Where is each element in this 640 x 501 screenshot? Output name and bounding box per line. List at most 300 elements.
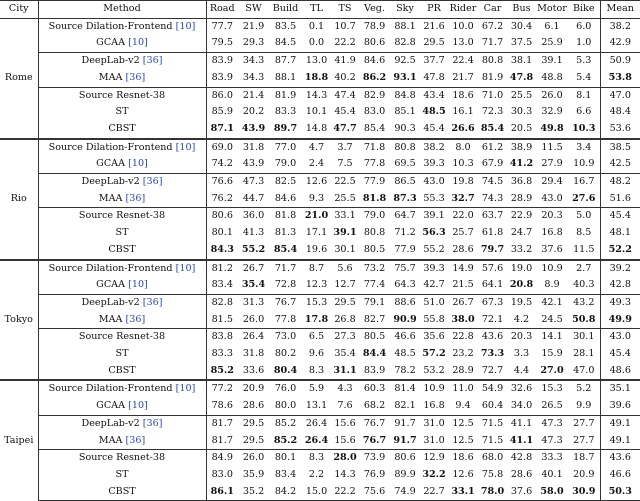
value-cell: 43.0	[600, 329, 640, 346]
value-cell: 0.1	[308, 20, 325, 32]
method-cell	[38, 433, 206, 450]
table-row	[0, 139, 640, 157]
value-cell: 81.5	[211, 313, 233, 325]
value-cell: 37.7	[420, 53, 448, 70]
value-cell: 50.3	[600, 484, 640, 501]
value-cell: 55.2	[241, 243, 266, 255]
column-header: TL	[302, 1, 331, 19]
value-cell: 71.7	[481, 37, 504, 49]
value-cell: 88.6	[390, 294, 420, 311]
value-cell: 80.6	[363, 37, 386, 49]
city-label: Tokyo	[0, 260, 38, 381]
value-cell: 14.9	[448, 260, 478, 278]
value-cell: 26.6	[451, 122, 475, 134]
value-cell: 26.4	[238, 329, 269, 346]
value-cell: 35.6	[420, 329, 448, 346]
value-cell: 19.6	[305, 243, 328, 255]
value-cell: 81.2	[206, 260, 238, 278]
value-cell: 3.7	[331, 139, 359, 157]
value-cell: 35.9	[242, 468, 265, 480]
value-cell: 7.6	[337, 400, 353, 412]
value-cell: 83.3	[274, 106, 297, 118]
table-row	[0, 467, 640, 484]
value-cell: 57.6	[478, 260, 507, 278]
column-header: Car	[478, 1, 507, 19]
table-row	[0, 53, 640, 70]
value-cell: 76.7	[269, 294, 302, 311]
value-cell: 1.0	[576, 37, 592, 49]
value-cell: 80.6	[206, 208, 238, 225]
value-cell: 32.2	[422, 468, 446, 480]
table-row	[0, 380, 640, 398]
value-cell: 39.2	[600, 260, 640, 278]
value-cell: 84.3	[210, 243, 234, 255]
method-cell	[38, 191, 206, 208]
value-cell: 26.0	[238, 450, 269, 467]
value-cell: 45.4	[334, 106, 356, 118]
value-cell: 14.3	[334, 468, 356, 480]
method-name: GCAA	[96, 400, 126, 412]
value-cell: 31.8	[242, 348, 265, 360]
citation-ref[interactable]: [36]	[125, 313, 146, 325]
value-cell: 16.8	[423, 400, 445, 412]
value-cell: 42.1	[536, 294, 568, 311]
value-cell: 3.4	[568, 139, 600, 157]
value-cell: 15.9	[541, 348, 563, 360]
value-cell: 49.9	[600, 312, 640, 329]
value-cell: 23.2	[452, 348, 474, 360]
value-cell: 4.3	[331, 380, 359, 398]
method-name: ST	[115, 106, 129, 118]
citation-ref[interactable]: [10]	[128, 37, 148, 49]
value-cell: 10.0	[452, 20, 474, 32]
citation-ref[interactable]: [10]	[175, 141, 196, 153]
value-cell: 77.4	[363, 279, 386, 291]
value-cell: 80.2	[274, 348, 297, 360]
value-cell: 71.5	[478, 415, 507, 432]
value-cell: 69.0	[206, 139, 238, 157]
value-cell: 49.3	[600, 294, 640, 311]
value-cell: 13.0	[302, 53, 331, 70]
value-cell: 69.5	[394, 158, 416, 170]
value-cell: 38.2	[600, 18, 640, 35]
value-cell: 19.5	[507, 294, 536, 311]
value-cell: 28.6	[510, 468, 533, 480]
citation-ref[interactable]: [36]	[142, 176, 163, 188]
value-cell: 42.5	[600, 156, 640, 173]
value-cell: 31.0	[420, 415, 448, 432]
column-header: Motor	[536, 1, 568, 19]
column-header: Bike	[568, 1, 600, 19]
value-cell: 84.6	[359, 53, 390, 70]
value-cell: 91.7	[390, 415, 420, 432]
value-cell: 43.0	[420, 174, 448, 191]
value-cell: 28.6	[242, 400, 265, 412]
value-cell: 72.7	[481, 364, 504, 376]
value-cell: 9.3	[308, 192, 325, 204]
value-cell: 48.4	[600, 104, 640, 121]
value-cell: 11.5	[536, 139, 568, 157]
value-cell: 16.8	[541, 227, 563, 239]
value-cell: 83.5	[274, 20, 297, 32]
value-cell: 10.9	[573, 158, 595, 170]
value-cell: 48.8	[541, 71, 563, 83]
value-cell: 10.3	[452, 158, 474, 170]
value-cell: 71.8	[359, 139, 390, 157]
value-cell: 81.3	[274, 227, 297, 239]
value-cell: 77.9	[394, 243, 416, 255]
method-name: Source Resnet-38	[78, 331, 166, 343]
value-cell: 83.4	[211, 279, 233, 291]
value-cell: 20.2	[242, 106, 265, 118]
method-cell	[38, 121, 206, 139]
value-cell: 63.7	[478, 208, 507, 225]
citation-ref[interactable]: [36]	[125, 71, 146, 83]
value-cell: 42.9	[600, 35, 640, 52]
value-cell: 45.4	[600, 208, 640, 225]
value-cell: 85.2	[269, 415, 302, 432]
value-cell: 26.4	[302, 415, 331, 432]
value-cell: 47.8	[509, 71, 534, 83]
value-cell: 78.9	[363, 20, 386, 32]
value-cell: 76.0	[269, 380, 302, 398]
value-cell: 79.5	[211, 37, 233, 49]
value-cell: 47.8	[423, 71, 445, 83]
value-cell: 47.4	[331, 87, 359, 104]
value-cell: 10.9	[420, 380, 448, 398]
value-cell: 83.4	[274, 468, 297, 480]
value-cell: 6.0	[576, 20, 592, 32]
value-cell: 30.9	[568, 484, 600, 501]
value-cell: 85.2	[210, 364, 234, 376]
value-cell: 8.3	[308, 364, 325, 376]
value-cell: 38.2	[420, 139, 448, 157]
citation-ref[interactable]: [10]	[175, 383, 196, 395]
value-cell: 17.8	[304, 313, 329, 325]
method-name: MAA	[98, 434, 123, 446]
value-cell: 80.6	[390, 450, 420, 467]
value-cell: 14.8	[305, 122, 328, 134]
column-header: Build	[269, 1, 302, 19]
value-cell: 43.2	[568, 294, 600, 311]
value-cell: 26.8	[334, 313, 356, 325]
method-cell	[38, 35, 206, 52]
value-cell: 13.0	[452, 37, 474, 49]
value-cell: 21.5	[452, 279, 474, 291]
citation-ref[interactable]: [10]	[175, 262, 196, 274]
value-cell: 67.3	[478, 294, 507, 311]
value-cell: 48.2	[600, 174, 640, 191]
table-row	[0, 121, 640, 139]
value-cell: 39.3	[420, 260, 448, 278]
value-cell: 15.3	[536, 380, 568, 398]
value-cell: 49.8	[540, 122, 564, 134]
value-cell: 14.3	[302, 87, 331, 104]
method-name: GCAA	[96, 279, 126, 291]
value-cell: 56.3	[422, 227, 446, 239]
column-header: Veg.	[359, 1, 390, 19]
value-cell: 51.6	[600, 191, 640, 208]
value-cell: 82.7	[363, 313, 386, 325]
value-cell: 41.3	[242, 227, 265, 239]
value-cell: 35.4	[241, 279, 266, 291]
value-cell: 74.5	[478, 174, 507, 191]
city-label: Rio	[0, 139, 38, 260]
value-cell: 78.6	[211, 400, 233, 412]
value-cell: 82.1	[394, 400, 416, 412]
value-cell: 29.3	[242, 37, 265, 49]
citation-ref[interactable]: [10]	[128, 158, 148, 170]
value-cell: 55.8	[423, 313, 445, 325]
value-cell: 72.1	[481, 313, 504, 325]
value-cell: 29.4	[536, 174, 568, 191]
table-row	[0, 225, 640, 242]
value-cell: 81.7	[206, 415, 238, 432]
citation-ref[interactable]: [36]	[125, 192, 146, 204]
value-cell: 53.2	[423, 364, 445, 376]
value-cell: 26.0	[536, 87, 568, 104]
value-cell: 81.8	[362, 192, 387, 204]
value-cell: 22.5	[331, 174, 359, 191]
method-name: CBST	[108, 364, 136, 376]
value-cell: 80.5	[359, 329, 390, 346]
table-row	[0, 260, 640, 278]
value-cell: 79.1	[359, 294, 390, 311]
value-cell: 29.5	[242, 434, 265, 446]
value-cell: 21.9	[242, 20, 265, 32]
value-cell: 84.6	[274, 192, 297, 204]
method-name: CBST	[108, 485, 136, 497]
value-cell: 21.4	[238, 87, 269, 104]
value-cell: 89.9	[394, 468, 416, 480]
value-cell: 81.4	[390, 380, 420, 398]
value-cell: 76.9	[363, 468, 386, 480]
value-cell: 72.8	[274, 279, 297, 291]
method-cell	[38, 467, 206, 484]
column-header: Bus	[507, 1, 536, 19]
value-cell: 19.8	[448, 174, 478, 191]
value-cell: 41.2	[509, 158, 534, 170]
value-cell: 80.8	[478, 53, 507, 70]
value-cell: 37.5	[510, 37, 533, 49]
value-cell: 33.3	[536, 450, 568, 467]
value-cell: 10.9	[536, 260, 568, 278]
value-cell: 48.1	[600, 225, 640, 242]
value-cell: 87.7	[269, 53, 302, 70]
value-cell: 71.7	[269, 260, 302, 278]
value-cell: 77.0	[269, 139, 302, 157]
value-cell: 68.2	[363, 400, 386, 412]
value-cell: 2.4	[308, 158, 325, 170]
value-cell: 42.7	[423, 279, 445, 291]
value-cell: 10.7	[334, 20, 356, 32]
value-cell: 16.1	[452, 106, 474, 118]
value-cell: 30.1	[568, 329, 600, 346]
value-cell: 29.5	[331, 294, 359, 311]
method-name: MAA	[98, 71, 123, 83]
value-cell: 43.6	[600, 450, 640, 467]
value-cell: 71.5	[481, 434, 504, 446]
value-cell: 84.5	[274, 37, 297, 49]
value-cell: 11.5	[573, 243, 595, 255]
value-cell: 61.2	[478, 139, 507, 157]
value-cell: 86.0	[206, 87, 238, 104]
value-cell: 18.6	[448, 87, 478, 104]
value-cell: 11.0	[448, 380, 478, 398]
value-cell: 84.9	[206, 450, 238, 467]
value-cell: 80.1	[269, 450, 302, 467]
value-cell: 39.1	[536, 53, 568, 70]
value-cell: 32.7	[451, 192, 475, 204]
citation-ref[interactable]: [36]	[142, 55, 163, 67]
value-cell: 40.1	[541, 468, 563, 480]
value-cell: 92.5	[390, 53, 420, 70]
value-cell: 5.3	[568, 53, 600, 70]
method-cell	[38, 329, 206, 346]
value-cell: 79.0	[359, 208, 390, 225]
value-cell: 27.0	[540, 364, 564, 376]
method-name: DeepLab-v2	[81, 417, 140, 429]
value-cell: 82.8	[394, 37, 416, 49]
value-cell: 38.5	[600, 139, 640, 157]
table-body	[0, 18, 640, 501]
value-cell: 54.9	[478, 380, 507, 398]
value-cell: 20.5	[510, 122, 533, 134]
value-cell: 47.3	[536, 415, 568, 432]
value-cell: 83.9	[206, 53, 238, 70]
value-cell: 46.6	[600, 467, 640, 484]
value-cell: 76.2	[211, 192, 233, 204]
value-cell: 19.0	[507, 260, 536, 278]
value-cell: 47.0	[600, 87, 640, 104]
table-row	[0, 35, 640, 52]
value-cell: 43.0	[541, 192, 563, 204]
value-cell: 31.1	[333, 364, 357, 376]
value-cell: 43.9	[241, 122, 266, 134]
value-cell: 35.2	[238, 484, 269, 501]
method-name: GCAA	[96, 37, 126, 49]
value-cell: 49.1	[600, 433, 640, 450]
table-row	[0, 156, 640, 173]
citation-ref[interactable]: [36]	[142, 417, 163, 429]
value-cell: 64.7	[390, 208, 420, 225]
table-row	[0, 174, 640, 191]
value-cell: 53.6	[600, 121, 640, 139]
value-cell: 86.2	[362, 71, 387, 83]
column-header: City	[0, 1, 38, 19]
value-cell: 81.8	[269, 208, 302, 225]
value-cell: 27.6	[572, 192, 596, 204]
table-row	[0, 415, 640, 432]
method-name: ST	[115, 348, 129, 360]
value-cell: 22.2	[334, 37, 356, 49]
value-cell: 82.9	[359, 87, 390, 104]
value-cell: 43.9	[242, 158, 265, 170]
method-cell	[38, 450, 206, 467]
value-cell: 86.1	[206, 484, 238, 501]
method-name: Source Resnet-38	[78, 452, 166, 464]
value-cell: 18.6	[448, 450, 478, 467]
citation-ref[interactable]: [10]	[128, 400, 148, 412]
value-cell: 80.4	[273, 364, 298, 376]
value-cell: 80.5	[363, 243, 386, 255]
value-cell: 83.3	[211, 348, 233, 360]
method-cell	[38, 18, 206, 35]
value-cell: 5.6	[331, 260, 359, 278]
value-cell: 26.0	[242, 313, 265, 325]
value-cell: 24.5	[541, 313, 563, 325]
value-cell: 86.5	[390, 174, 420, 191]
value-cell: 90.3	[394, 122, 416, 134]
value-cell: 33.6	[242, 364, 265, 376]
value-cell: 36.8	[507, 174, 536, 191]
value-cell: 47.3	[541, 434, 563, 446]
value-cell: 22.4	[448, 53, 478, 70]
table-row	[0, 18, 640, 35]
value-cell: 73.3	[480, 348, 505, 360]
value-cell: 41.9	[331, 53, 359, 70]
value-cell: 83.0	[211, 468, 233, 480]
value-cell: 48.5	[422, 106, 446, 118]
value-cell: 43.6	[478, 329, 507, 346]
value-cell: 41.1	[507, 415, 536, 432]
value-cell: 57.2	[422, 348, 446, 360]
table-row	[0, 191, 640, 208]
citation-ref[interactable]: [10]	[175, 20, 196, 32]
value-cell: 25.7	[452, 227, 474, 239]
value-cell: 50.8	[572, 313, 596, 325]
header-row	[0, 1, 640, 19]
method-cell	[38, 294, 206, 311]
value-cell: 28.9	[452, 364, 474, 376]
value-cell: 58.0	[536, 484, 568, 501]
value-cell: 84.4	[362, 348, 387, 360]
value-cell: 12.5	[452, 434, 474, 446]
method-name: DeepLab-v2	[81, 296, 140, 308]
value-cell: 40.3	[573, 279, 595, 291]
value-cell: 80.1	[211, 227, 233, 239]
value-cell: 71.0	[478, 87, 507, 104]
value-cell: 25.9	[541, 37, 563, 49]
value-cell: 24.7	[510, 227, 533, 239]
value-cell: 47.3	[238, 174, 269, 191]
value-cell: 39.1	[333, 227, 357, 239]
value-cell: 26.5	[541, 400, 563, 412]
value-cell: 73.9	[359, 450, 390, 467]
method-name: Source Dilation-Frontend	[48, 262, 173, 274]
value-cell: 12.6	[302, 174, 331, 191]
value-cell: 93.1	[393, 71, 417, 83]
table-row	[0, 277, 640, 294]
value-cell: 21.0	[302, 208, 331, 225]
value-cell: 39.3	[423, 158, 445, 170]
value-cell: 42.8	[507, 450, 536, 467]
value-cell: 31.0	[423, 434, 445, 446]
citation-ref[interactable]: [36]	[142, 296, 163, 308]
value-cell: 34.3	[238, 53, 269, 70]
value-cell: 85.4	[480, 122, 505, 134]
value-cell: 28.1	[573, 348, 595, 360]
method-cell	[38, 156, 206, 173]
value-cell: 20.8	[509, 279, 534, 291]
value-cell: 6.5	[302, 329, 331, 346]
value-cell: 20.9	[573, 468, 595, 480]
method-name: CBST	[108, 122, 136, 134]
citation-ref[interactable]: [36]	[125, 434, 146, 446]
value-cell: 30.3	[510, 106, 533, 118]
value-cell: 83.9	[211, 71, 233, 83]
citation-ref[interactable]: [10]	[128, 279, 148, 291]
